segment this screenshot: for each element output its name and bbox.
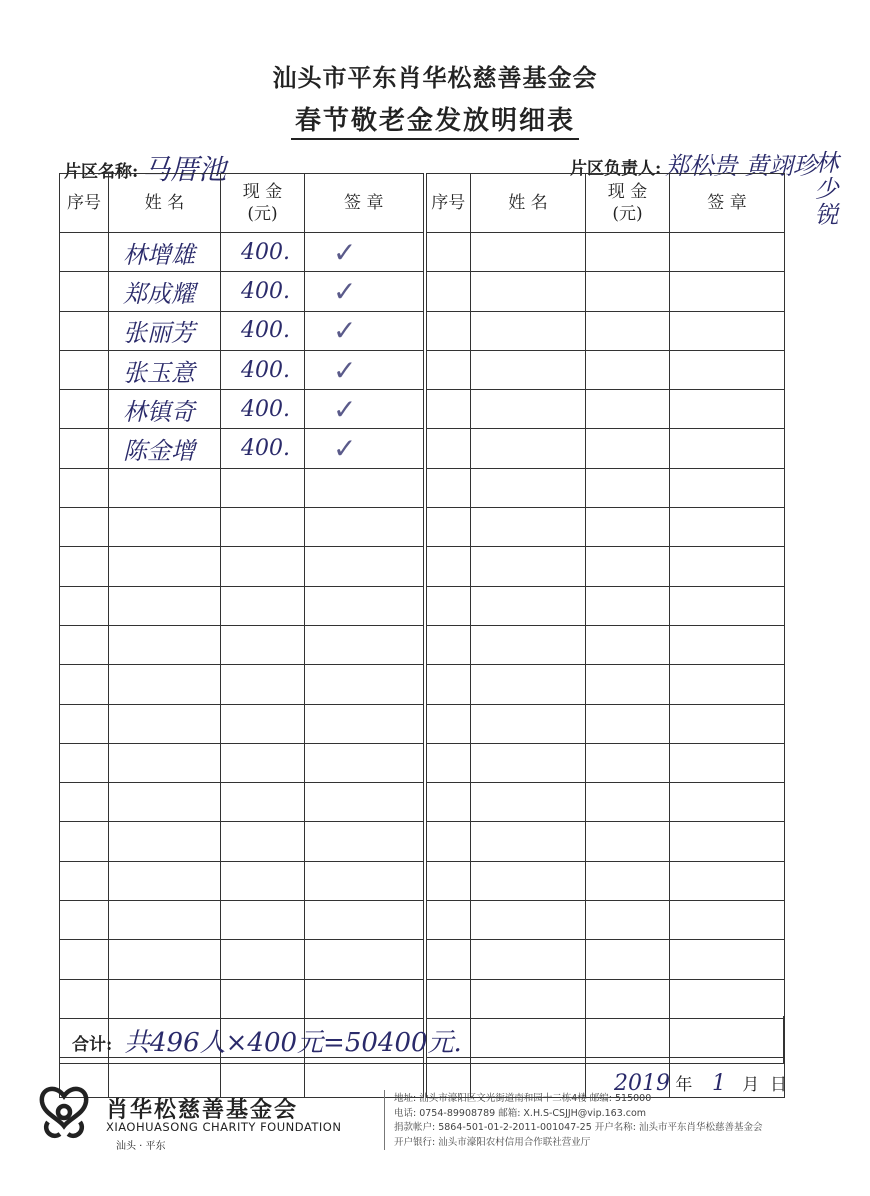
name-cell-right	[471, 743, 586, 782]
footer-subtitle: 汕头 · 平东	[116, 1141, 166, 1152]
seq-cell-right	[425, 743, 471, 782]
name-cell-left	[109, 468, 221, 507]
col-sign-left: 签 章	[305, 174, 425, 233]
amount-cell-left: 400.	[221, 350, 305, 389]
total-row	[59, 1016, 784, 1064]
sign-cell-left	[305, 901, 425, 940]
amount-cell-left: 400.	[221, 429, 305, 468]
amount-cell-right	[586, 704, 670, 743]
sign-cell-left	[305, 940, 425, 979]
seq-cell-left	[60, 311, 109, 350]
col-cash-right	[586, 174, 670, 233]
seq-cell-left	[60, 940, 109, 979]
seq-cell-left	[60, 783, 109, 822]
total-label: 合计:	[72, 1035, 113, 1055]
col-cash-left	[221, 174, 305, 233]
sign-cell-right	[670, 979, 785, 1018]
seq-cell-right	[425, 665, 471, 704]
sign-cell-right	[670, 665, 785, 704]
amount-cell-left: 400.	[221, 233, 305, 272]
seq-cell-right	[425, 979, 471, 1018]
amount-cell-right	[586, 625, 670, 664]
seq-cell-right	[425, 350, 471, 389]
amount-cell-left	[221, 704, 305, 743]
amount-cell-right	[586, 547, 670, 586]
amount-cell-right	[586, 429, 670, 468]
col-seq-left: 序号	[60, 174, 109, 233]
name-cell-right	[471, 625, 586, 664]
sign-cell-right	[670, 350, 785, 389]
table-row	[60, 822, 785, 861]
date-month-value: 1	[712, 1071, 726, 1096]
amount-cell-left: 400.	[221, 272, 305, 311]
name-cell-right	[471, 822, 586, 861]
col-seq-right: 序号	[425, 174, 471, 233]
seq-cell-left	[60, 743, 109, 782]
amount-cell-right	[586, 940, 670, 979]
district-label: 片区名称:	[64, 162, 139, 182]
table-row	[60, 390, 785, 429]
table-row	[60, 743, 785, 782]
amount-cell-right	[586, 783, 670, 822]
date-day-unit: 日	[770, 1075, 787, 1095]
seq-cell-right	[425, 940, 471, 979]
amount-cell-right	[586, 350, 670, 389]
amount-cell-right	[586, 508, 670, 547]
amount-cell-left: 400.	[221, 390, 305, 429]
cash-label-left: 现 金	[242, 181, 283, 202]
sign-cell-right	[670, 508, 785, 547]
seq-cell-left	[60, 665, 109, 704]
seq-cell-left	[60, 508, 109, 547]
amount-cell-left	[221, 468, 305, 507]
sign-cell-left: ✓	[305, 272, 425, 311]
table-row	[60, 901, 785, 940]
name-cell-right	[471, 901, 586, 940]
amount-cell-right	[586, 665, 670, 704]
sign-cell-left	[305, 861, 425, 900]
amount-cell-right	[586, 272, 670, 311]
name-cell-right	[471, 429, 586, 468]
seq-cell-left	[60, 704, 109, 743]
amount-cell-right	[586, 743, 670, 782]
table-row	[60, 508, 785, 547]
seq-cell-left	[60, 861, 109, 900]
seq-cell-right	[425, 390, 471, 429]
seq-cell-right	[425, 311, 471, 350]
name-cell-left	[109, 508, 221, 547]
seq-cell-left	[60, 979, 109, 1018]
seq-cell-left	[60, 586, 109, 625]
table-row	[60, 350, 785, 389]
total-value: 共496人×400元=50400元.	[124, 1028, 462, 1058]
sign-cell-left: ✓	[305, 390, 425, 429]
name-cell-left	[109, 822, 221, 861]
name-cell-right	[471, 233, 586, 272]
name-cell-left	[109, 783, 221, 822]
sign-cell-right	[670, 822, 785, 861]
seq-cell-left	[60, 233, 109, 272]
footer-address: 地址: 汕头市濠阳区文光街道南和园十二栋4楼 邮编: 515000	[394, 1093, 652, 1104]
amount-cell-right	[586, 901, 670, 940]
sign-cell-left: ✓	[305, 233, 425, 272]
amount-cell-left	[221, 901, 305, 940]
name-cell-left: 张丽芳	[109, 311, 221, 350]
sign-cell-left: ✓	[305, 311, 425, 350]
seq-cell-right	[425, 861, 471, 900]
table-row	[60, 625, 785, 664]
amount-cell-right	[586, 468, 670, 507]
amount-cell-right	[586, 586, 670, 625]
name-cell-left	[109, 940, 221, 979]
amount-cell-left	[221, 743, 305, 782]
sign-cell-right	[670, 468, 785, 507]
footer-bank: 开户银行: 汕头市濠阳农村信用合作联社营业厅	[394, 1136, 591, 1148]
footer-name-en: XIAOHUASONG CHARITY FOUNDATION	[106, 1120, 342, 1134]
sign-cell-right	[670, 311, 785, 350]
name-cell-right	[471, 311, 586, 350]
name-cell-right	[471, 861, 586, 900]
amount-cell-left	[221, 547, 305, 586]
name-cell-right	[471, 665, 586, 704]
amount-cell-left	[221, 783, 305, 822]
amount-cell-right	[586, 390, 670, 429]
sign-cell-left	[305, 822, 425, 861]
footer-divider	[384, 1090, 385, 1150]
sign-cell-right	[670, 625, 785, 664]
name-cell-left: 林增雄	[109, 233, 221, 272]
sign-cell-right	[670, 547, 785, 586]
cash-label-right: 现 金	[607, 181, 648, 202]
amount-cell-right	[586, 233, 670, 272]
name-cell-left: 林镇奇	[109, 390, 221, 429]
sign-cell-left	[305, 979, 425, 1018]
name-cell-right	[471, 272, 586, 311]
seq-cell-right	[425, 704, 471, 743]
seq-cell-left	[60, 625, 109, 664]
district-value: 马厝池	[142, 153, 227, 186]
name-cell-right	[471, 390, 586, 429]
seq-cell-right	[425, 547, 471, 586]
name-cell-right	[471, 468, 586, 507]
seq-cell-right	[425, 468, 471, 507]
name-cell-left: 陈金增	[109, 429, 221, 468]
leader-label: 片区负责人:	[570, 159, 662, 179]
table-row	[60, 783, 785, 822]
amount-cell-left: 400.	[221, 311, 305, 350]
form-title	[0, 100, 870, 137]
leader-note: 林少锐	[810, 150, 838, 228]
seq-cell-right	[425, 822, 471, 861]
name-cell-right	[471, 704, 586, 743]
table-row	[60, 586, 785, 625]
sign-cell-left: ✓	[305, 429, 425, 468]
form-title-text: 春节敬老金发放明细表	[291, 106, 579, 140]
col-name-right: 姓 名	[471, 174, 586, 233]
seq-cell-left	[60, 547, 109, 586]
amount-cell-right	[586, 822, 670, 861]
cash-unit-right: (元)	[612, 204, 643, 224]
name-cell-left	[109, 625, 221, 664]
amount-cell-left	[221, 940, 305, 979]
name-cell-left	[109, 704, 221, 743]
sign-cell-right	[670, 901, 785, 940]
name-cell-left	[109, 586, 221, 625]
sign-cell-right	[670, 783, 785, 822]
seq-cell-right	[425, 272, 471, 311]
sign-cell-left	[305, 508, 425, 547]
sign-cell-right	[670, 743, 785, 782]
seq-cell-left	[60, 468, 109, 507]
table-row	[60, 704, 785, 743]
amount-cell-left	[221, 625, 305, 664]
seq-cell-left	[60, 429, 109, 468]
amount-cell-left	[221, 665, 305, 704]
footer-account: 捐款帐户: 5864-501-01-2-2011-001047-25 开户名称: 汕头市平东肖华松慈善基金会	[394, 1122, 763, 1133]
name-cell-right	[471, 979, 586, 1018]
org-title: 汕头市平东肖华松慈善基金会	[272, 63, 598, 92]
name-cell-left	[109, 547, 221, 586]
sign-cell-left: ✓	[305, 350, 425, 389]
amount-cell-right	[586, 311, 670, 350]
date-day	[770, 1070, 787, 1095]
name-cell-left	[109, 743, 221, 782]
cash-unit-left: (元)	[247, 204, 278, 224]
foundation-logo-icon	[34, 1082, 94, 1142]
sign-cell-left	[305, 586, 425, 625]
name-cell-right	[471, 350, 586, 389]
amount-cell-left	[221, 822, 305, 861]
table-row	[60, 547, 785, 586]
table-row	[60, 468, 785, 507]
sign-cell-left	[305, 625, 425, 664]
footer-info	[394, 1092, 763, 1150]
seq-cell-left	[60, 822, 109, 861]
date-year-unit: 年	[675, 1075, 693, 1095]
footer-phone: 电话: 0754-89908789 邮箱: X.H.S-CSJJH@vip.163.com	[394, 1107, 647, 1119]
sign-cell-right	[670, 429, 785, 468]
sign-cell-left	[305, 547, 425, 586]
col-name-left: 姓 名	[109, 174, 221, 233]
sign-cell-right	[670, 586, 785, 625]
seq-cell-right	[425, 429, 471, 468]
sign-cell-left	[305, 704, 425, 743]
table-row	[60, 233, 785, 272]
sign-cell-right	[670, 861, 785, 900]
name-cell-left	[109, 979, 221, 1018]
sign-cell-right	[670, 704, 785, 743]
date-month-unit: 月	[742, 1075, 760, 1095]
sign-cell-right	[670, 272, 785, 311]
sign-cell-right	[670, 940, 785, 979]
leader-value: 郑松贵 黄翊珍	[665, 152, 817, 180]
table-row	[60, 665, 785, 704]
name-cell-left	[109, 861, 221, 900]
seq-cell-right	[425, 783, 471, 822]
table-row	[60, 272, 785, 311]
sign-cell-left	[305, 468, 425, 507]
amount-cell-right	[586, 979, 670, 1018]
name-cell-left	[109, 901, 221, 940]
seq-cell-left	[60, 390, 109, 429]
table-row	[60, 940, 785, 979]
amount-cell-right	[586, 861, 670, 900]
seq-cell-right	[425, 586, 471, 625]
distribution-table	[59, 173, 785, 1098]
name-cell-right	[471, 508, 586, 547]
name-cell-left	[109, 665, 221, 704]
date-year-value: 2019	[614, 1071, 670, 1096]
footer-name-cn: 肖华松慈善基金会	[106, 1098, 299, 1123]
seq-cell-left	[60, 350, 109, 389]
seq-cell-left	[60, 901, 109, 940]
sign-cell-right	[670, 233, 785, 272]
seq-cell-right	[425, 901, 471, 940]
seq-cell-right	[425, 233, 471, 272]
name-cell-right	[471, 586, 586, 625]
seq-cell-left	[60, 272, 109, 311]
amount-cell-left	[221, 586, 305, 625]
table-row	[60, 979, 785, 1018]
name-cell-left: 郑成耀	[109, 272, 221, 311]
table-row	[60, 861, 785, 900]
header-row	[60, 174, 785, 233]
sign-cell-left	[305, 665, 425, 704]
amount-cell-left	[221, 861, 305, 900]
name-cell-left: 张玉意	[109, 350, 221, 389]
seq-cell-right	[425, 625, 471, 664]
table-body	[60, 233, 785, 1098]
sign-cell-left	[305, 783, 425, 822]
amount-cell-left	[221, 979, 305, 1018]
sign-cell-left	[305, 743, 425, 782]
col-sign-right: 签 章	[670, 174, 785, 233]
table-row	[60, 311, 785, 350]
name-cell-right	[471, 783, 586, 822]
name-cell-right	[471, 547, 586, 586]
seq-cell-right	[425, 508, 471, 547]
amount-cell-left	[221, 508, 305, 547]
name-cell-right	[471, 940, 586, 979]
table-row	[60, 429, 785, 468]
sign-cell-right	[670, 390, 785, 429]
